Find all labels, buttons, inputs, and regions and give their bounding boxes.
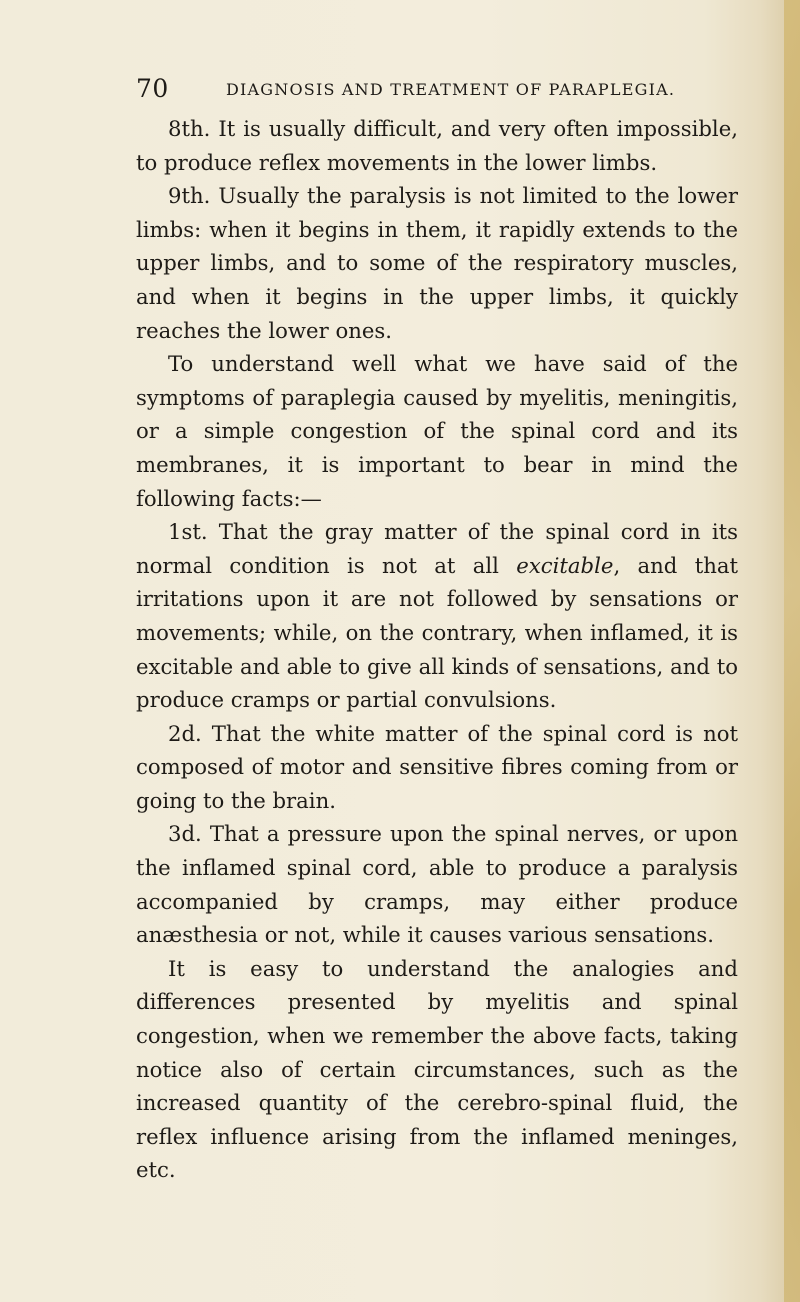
- paragraph-2d: 2d. That the white matter of the spinal cord is not composed of motor and sensitive fibres coming from or going to the brain.: [136, 720, 738, 813]
- paragraph-3d: 3d. That a pressure upon the spinal nerves, or upon the inflamed spinal cord, able to produce a paralysis accompanied by cramps, may either produce anæsthesia or not, while it causes various sensations.: [136, 821, 738, 948]
- paragraph-1st-start: 1st. That the gray matter of the spinal cord in its normal condition is not at all: [136, 519, 738, 578]
- italic-excitable: excitable: [516, 552, 614, 578]
- page-number: 70: [136, 74, 169, 103]
- paragraph-1st-end: , and that irritations upon it are not followed by sensations or movements; while, on the contrary, when inflamed, it is excitable and able to give all kinds of sensations, and to produce cramps or partial convulsions.: [136, 552, 738, 713]
- paragraph-facts-intro: To understand well what we have said of the symptoms of paraplegia caused by myelitis, meningitis, or a simple congestion of the spinal cord and its membranes, it is important to bear in mind the following facts:—: [136, 351, 738, 511]
- paragraph-9th: 9th. Usually the paralysis is not limited to the lower limbs: when it begins in them, it rapidly extends to the upper limbs, and to some of the respiratory muscles, and when it begins in the upper limbs, it quickly reaches the lower ones.: [136, 183, 738, 343]
- body-text: [136, 112, 738, 1187]
- page-edge: [784, 0, 800, 1302]
- paragraph-1st: [136, 515, 738, 717]
- paragraph-8th: 8th. It is usually difficult, and very often impossible, to produce reflex movements in the lower limbs.: [136, 116, 738, 175]
- page-header: [136, 74, 736, 104]
- paragraph-conclusion: It is easy to understand the analogies and differences presented by myelitis and spinal congestion, when we remember the above facts, taking notice also of certain circumstances, such as the increased quantity of the cerebro-spinal fluid, the reflex influence arising from the inflamed meninges, etc.: [136, 955, 738, 1183]
- running-head: DIAGNOSIS AND TREATMENT OF PARAPLEGIA.: [226, 80, 676, 99]
